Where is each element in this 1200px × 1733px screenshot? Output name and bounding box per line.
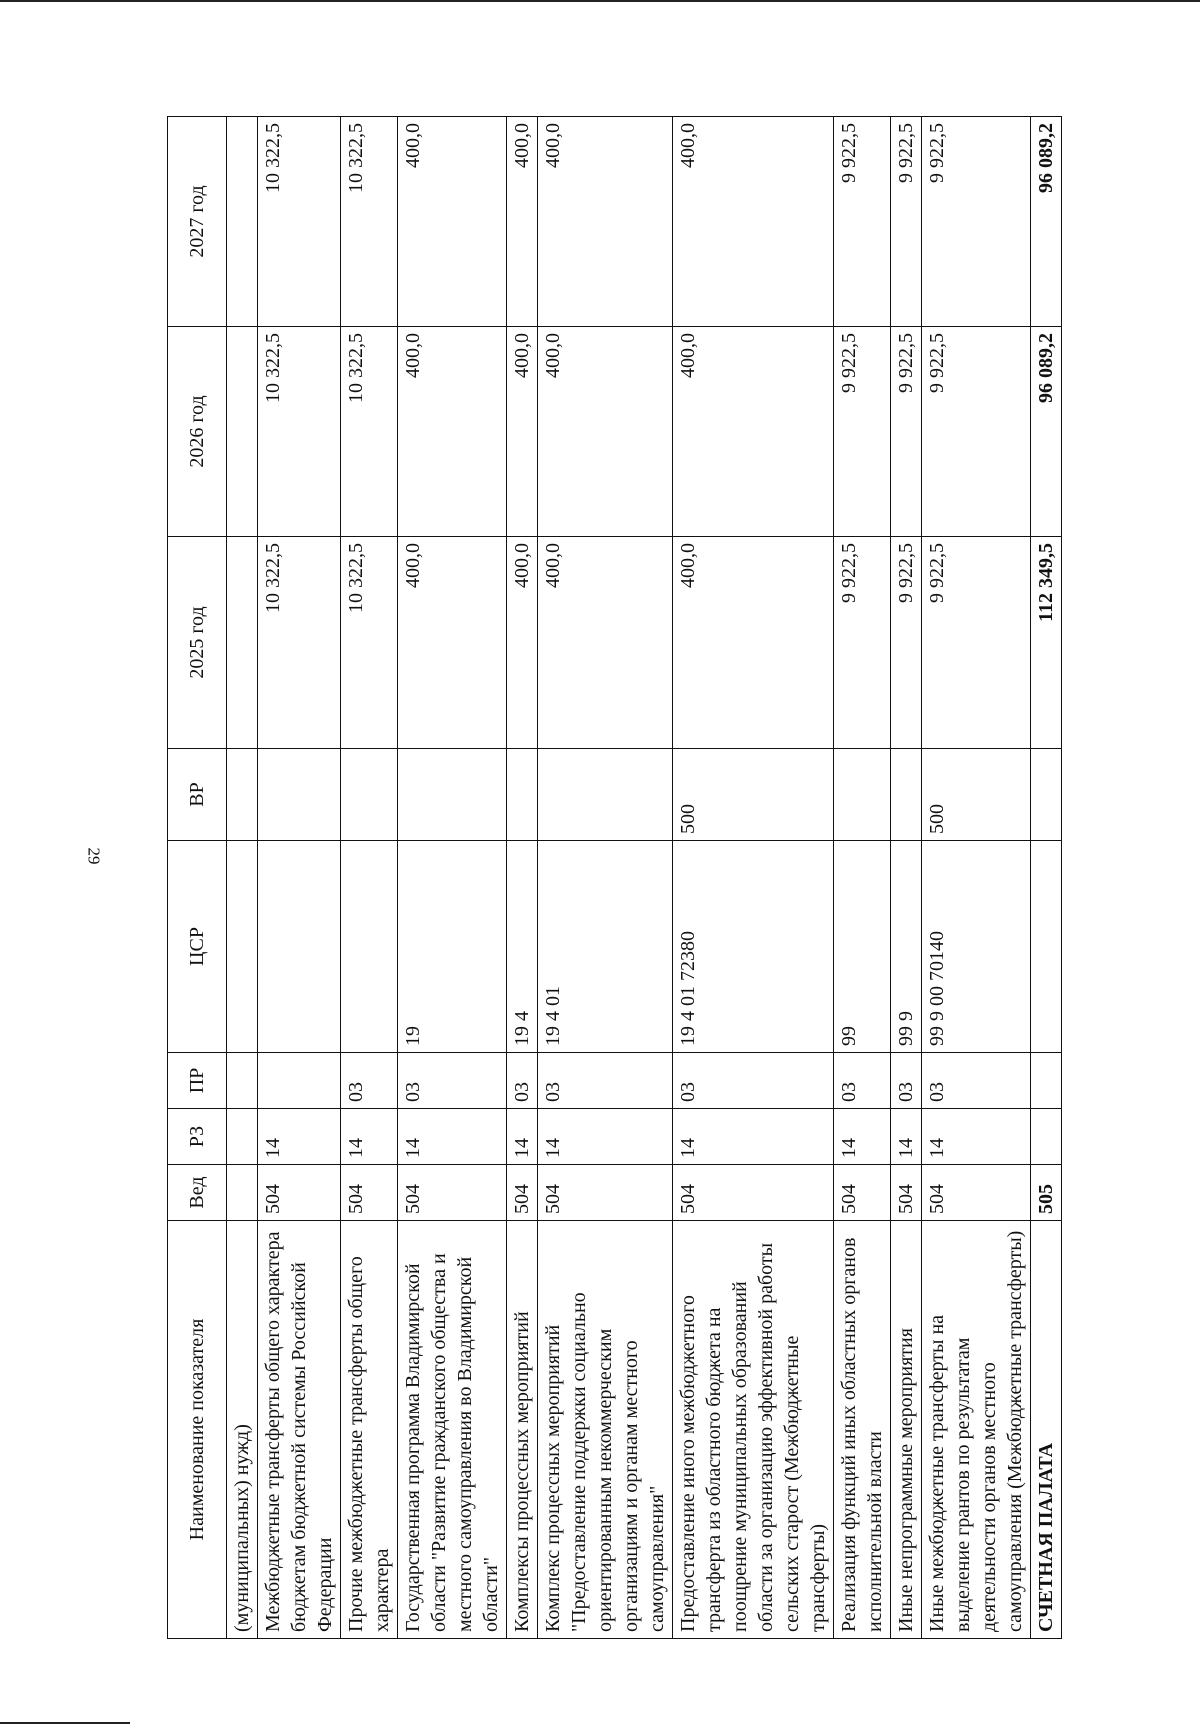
cell-ved: 504 [834,1165,891,1221]
cell-csr: 99 9 00 70140 [922,841,1031,1053]
cell-y2025: 9 922,5 [891,537,922,749]
cell-y2026: 10 322,5 [258,327,341,537]
table-row [258,117,341,1639]
cell-pr: 03 [507,1053,538,1109]
cell-name: Государственная программа Владимирской области "Развитие гражданского общества и местного самоуправления во Владимирской области" [398,1221,507,1639]
cell-y2027: 9 922,5 [834,117,891,327]
table-body [227,117,1062,1639]
cell-ved: 504 [673,1165,834,1221]
table-row [398,117,507,1639]
cell-pr: 03 [398,1053,507,1109]
cell-ved [227,1165,258,1221]
table-row [673,117,834,1639]
cell-pr: 03 [673,1053,834,1109]
scan-edge-line-top [0,0,1200,2]
cell-name: Межбюджетные трансферты общего характера бюджетам бюджетной системы Российской Федерации [258,1221,341,1639]
cell-rz: 14 [673,1109,834,1165]
cell-name: СЧЕТНАЯ ПАЛАТА [1031,1221,1062,1639]
cell-y2025: 10 322,5 [258,537,341,749]
cell-y2027: 400,0 [538,117,673,327]
cell-name: Иные непрограммные мероприятия [891,1221,922,1639]
cell-y2025: 10 322,5 [341,537,398,749]
cell-y2026: 400,0 [673,327,834,537]
cell-vr [1031,749,1062,841]
cell-y2025: 400,0 [507,537,538,749]
cell-csr: 19 4 [507,841,538,1053]
cell-pr [1031,1053,1062,1109]
header-pr: ПР [168,1053,227,1109]
cell-csr: 19 4 01 72380 [673,841,834,1053]
cell-pr: 03 [341,1053,398,1109]
cell-vr [398,749,507,841]
cell-y2026: 96 089,2 [1031,327,1062,537]
cell-rz: 14 [507,1109,538,1165]
header-name: Наименование показателя [168,1221,227,1639]
cell-ved: 504 [258,1165,341,1221]
cell-rz: 14 [398,1109,507,1165]
table-row [538,117,673,1639]
cell-y2027: 400,0 [673,117,834,327]
cell-name: Предоставление иного межбюджетного трансферта из областного бюджета на поощрение муниципальных образований области за организацию эффективной работы сельских старост (Межбюджетные трансферты) [673,1221,834,1639]
cell-y2026: 400,0 [398,327,507,537]
cell-y2026: 400,0 [507,327,538,537]
cell-rz [1031,1109,1062,1165]
cell-csr: 99 [834,841,891,1053]
cell-y2026: 9 922,5 [834,327,891,537]
cell-csr: 99 9 [891,841,922,1053]
cell-rz: 14 [834,1109,891,1165]
table-row [341,117,398,1639]
cell-y2025: 400,0 [673,537,834,749]
cell-name: Иные межбюджетные трансферты на выделение грантов по результатам деятельности органов местного самоуправления (Межбюджетные трансферты) [922,1221,1031,1639]
scan-edge-line-bottom [0,1722,130,1724]
cell-ved: 504 [538,1165,673,1221]
header-2026: 2026 год [168,327,227,537]
cell-vr [507,749,538,841]
cell-rz: 14 [922,1109,1031,1165]
cell-vr: 500 [673,749,834,841]
header-rz: РЗ [168,1109,227,1165]
cell-pr: 03 [834,1053,891,1109]
cell-pr [227,1053,258,1109]
cell-csr [1031,841,1062,1053]
cell-csr: 19 4 01 [538,841,673,1053]
cell-y2027: 9 922,5 [891,117,922,327]
header-ved: Вед [168,1165,227,1221]
rotated-table-container [167,117,1057,1639]
cell-y2027: 400,0 [398,117,507,327]
header-vr: ВР [168,749,227,841]
cell-name: Комплекс процессных мероприятий "Предоставление поддержки социально ориентированным некоммерческим организациям и органам местного самоуправления" [538,1221,673,1639]
cell-y2025: 112 349,5 [1031,537,1062,749]
cell-vr [258,749,341,841]
table-total-row [1031,117,1062,1639]
cell-ved: 504 [507,1165,538,1221]
cell-rz [227,1109,258,1165]
cell-pr [258,1053,341,1109]
table-row [227,117,258,1639]
table-row [507,117,538,1639]
cell-y2025: 400,0 [398,537,507,749]
cell-name: Реализация функций иных областных органов исполнительной власти [834,1221,891,1639]
cell-ved: 504 [398,1165,507,1221]
cell-ved: 504 [922,1165,1031,1221]
cell-y2027: 10 322,5 [341,117,398,327]
cell-y2025: 400,0 [538,537,673,749]
cell-pr: 03 [922,1053,1031,1109]
header-2027: 2027 год [168,117,227,327]
cell-y2025: 9 922,5 [922,537,1031,749]
table-row [891,117,922,1639]
cell-csr [258,841,341,1053]
cell-y2025 [227,537,258,749]
budget-table [167,116,1062,1639]
cell-ved: 505 [1031,1165,1062,1221]
cell-y2027: 96 089,2 [1031,117,1062,327]
cell-name: Комплексы процессных мероприятий [507,1221,538,1639]
page-number: 29 [84,847,104,865]
cell-rz: 14 [341,1109,398,1165]
cell-y2026: 400,0 [538,327,673,537]
cell-rz: 14 [538,1109,673,1165]
cell-csr: 19 [398,841,507,1053]
cell-vr: 500 [922,749,1031,841]
cell-rz: 14 [891,1109,922,1165]
table-row [834,117,891,1639]
cell-vr [834,749,891,841]
cell-vr [538,749,673,841]
cell-y2026 [227,327,258,537]
header-csr: ЦСР [168,841,227,1053]
cell-y2025: 9 922,5 [834,537,891,749]
table-row [922,117,1031,1639]
cell-y2027: 400,0 [507,117,538,327]
header-2025: 2025 год [168,537,227,749]
cell-y2027: 10 322,5 [258,117,341,327]
table-header-row [168,117,227,1639]
cell-name: Прочие межбюджетные трансферты общего характера [341,1221,398,1639]
cell-ved: 504 [891,1165,922,1221]
cell-pr: 03 [538,1053,673,1109]
cell-y2027 [227,117,258,327]
cell-name: (муниципальных) нужд) [227,1221,258,1639]
cell-rz: 14 [258,1109,341,1165]
cell-vr [891,749,922,841]
cell-csr [227,841,258,1053]
cell-y2027: 9 922,5 [922,117,1031,327]
cell-vr [227,749,258,841]
cell-y2026: 9 922,5 [922,327,1031,537]
cell-y2026: 10 322,5 [341,327,398,537]
cell-ved: 504 [341,1165,398,1221]
cell-csr [341,841,398,1053]
cell-y2026: 9 922,5 [891,327,922,537]
cell-vr [341,749,398,841]
cell-pr: 03 [891,1053,922,1109]
